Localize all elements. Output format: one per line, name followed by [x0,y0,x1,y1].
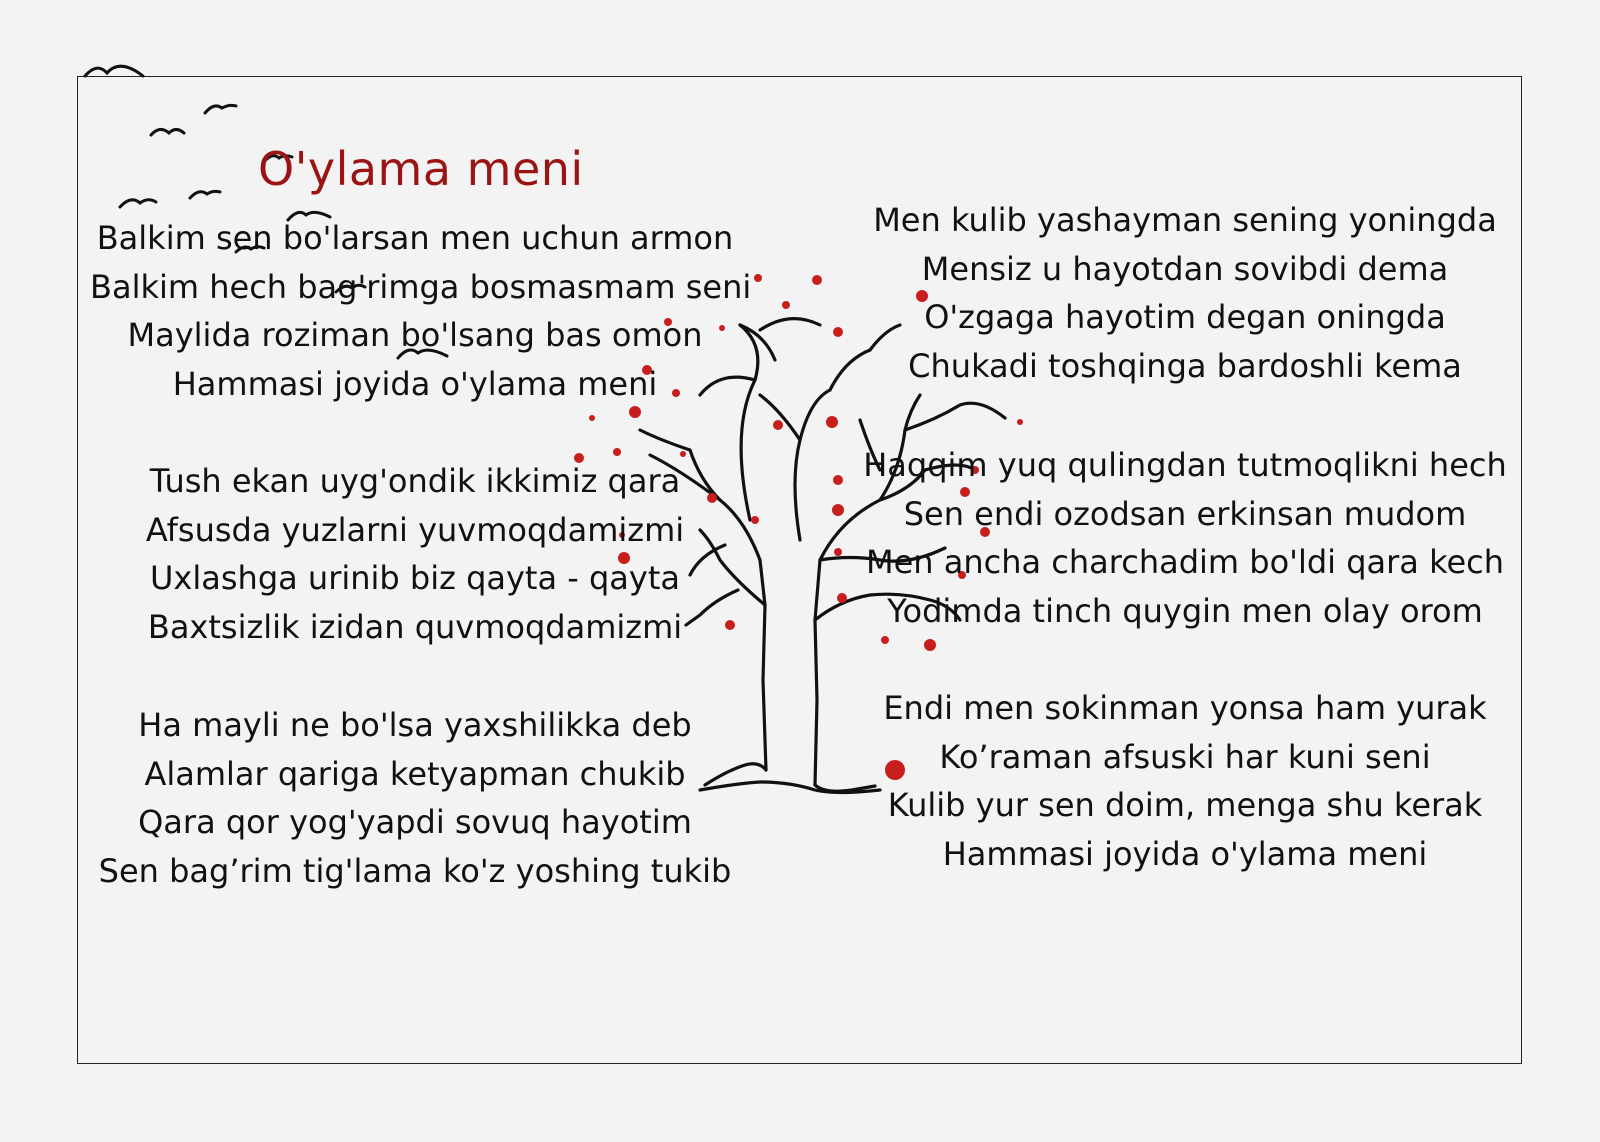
verse-line: Mensiz u hayotdan sovibdi dema [921,249,1449,288]
poem-title: O'ylama meni [258,142,584,196]
bird-icon [190,191,220,198]
stanza-4 [850,196,1520,390]
verse-line: Men ancha charchadim bo'ldi qara kech [865,543,1505,581]
stanza-6 [850,684,1520,878]
stanza-2 [90,457,740,651]
verse-line: Endi men sokinman yonsa ham yurak [883,689,1487,727]
verse-line: Men kulib yashayman sening yoningda [873,201,1497,239]
verse-line: Afsusda yuzlarni yuvmoqdamizmi [145,510,685,549]
bird-icon [85,66,143,76]
bird-icon [151,129,184,135]
verse-line: Sen endi ozodsan erkinsan mudom [903,494,1467,533]
verse-line: Ko’raman afsuski har kuni seni [939,737,1431,776]
verse-line: Balkim sen bo'larsan men uchun armon [96,219,734,257]
verse-line: Chukadi toshqinga bardoshli kema [908,346,1462,385]
verse-line: Yodimda tinch quygin men olay orom [887,591,1483,630]
verse-line: Alamlar qariga ketyapman chukib [144,754,686,793]
verse-line: Baxtsizlik izidan quvmoqdamizmi [147,607,683,646]
stanza-5 [850,441,1520,635]
verse-line: Hammasi joyida o'ylama meni [172,364,658,403]
verse-line: Hammasi joyida o'ylama meni [942,834,1428,873]
verse-line: Qara qor yog'yapdi sovuq hayotim [138,803,692,841]
bird-icon [205,105,236,113]
stanza-3 [90,701,740,895]
verse-line: Balkim hech bag'rimga bosmasmam seni [90,267,752,306]
verse-line: Sen bag’rim tig'lama ko'z yoshing tukib [98,851,732,890]
verse-line: Tush ekan uyg'ondik ikkimiz qara [149,462,681,500]
verse-line: Maylida roziman bo'lsang bas omon [127,316,703,354]
verse-line: O'zgaga hayotim degan oningda [924,298,1446,336]
stanza-1 [90,214,752,408]
verse-line: Kulib yur sen doim, menga shu kerak [887,786,1483,824]
verse-line: Ha mayli ne bo'lsa yaxshilikka deb [138,706,692,744]
verse-line: Uxlashga urinib biz qayta - qayta [150,559,680,597]
bird-icon [120,200,156,207]
verse-line: Haqqim yuq qulingdan tutmoqlikni hech [863,446,1507,484]
